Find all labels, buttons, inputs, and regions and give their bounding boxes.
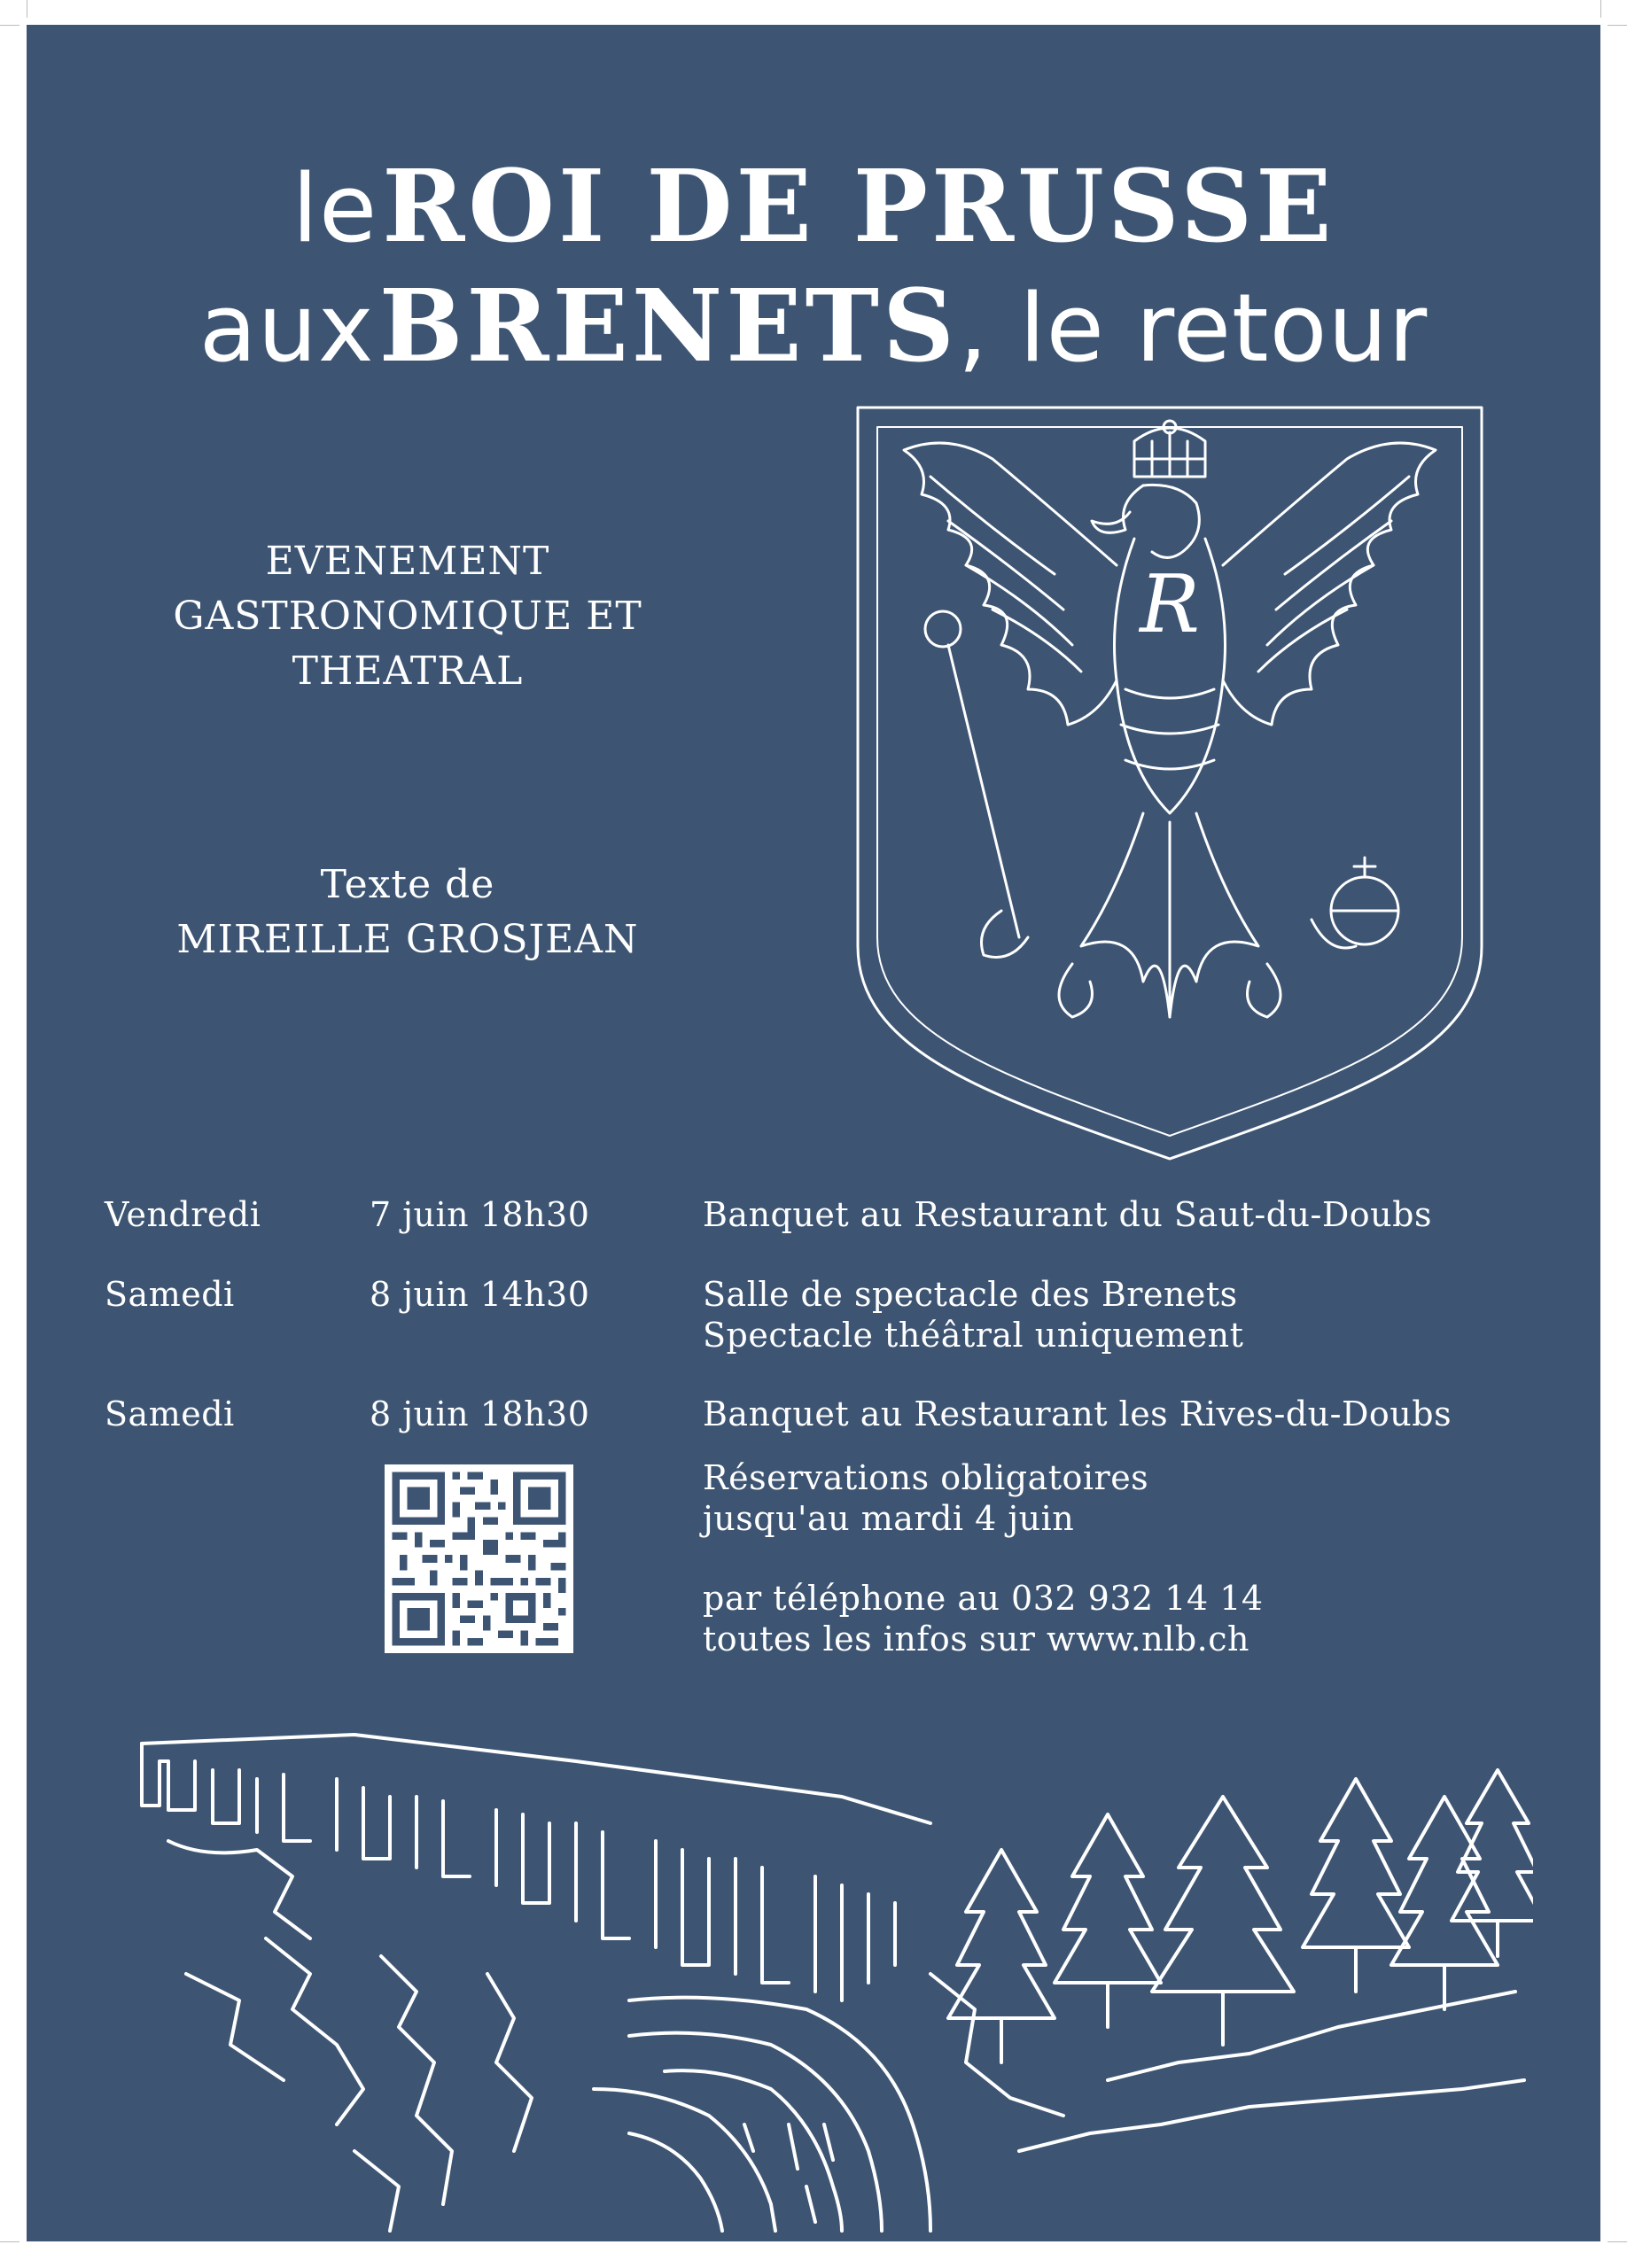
schedule-date: 8 juin 18h30 [370,1394,590,1433]
reservation-phone[interactable]: par téléphone au 032 932 14 14 [703,1579,1264,1618]
schedule-day: Vendredi [105,1195,261,1234]
schedule-desc: Salle de spectacle des Brenets [703,1275,1238,1314]
schedule-date: 7 juin 18h30 [370,1195,590,1234]
title-brenets: BRENETS [378,268,958,384]
title-prefix-aux: aux [199,274,375,383]
reservation-line: Réservations obligatoires [703,1458,1149,1497]
qr-code[interactable] [385,1464,573,1653]
crop-mark-bottom-right [1608,2241,1627,2242]
qr-code-icon [385,1464,573,1653]
crest-monogram: R [1140,558,1200,651]
title-line-2 [27,268,1600,384]
schedule-desc: Banquet au Restaurant du Saut-du-Doubs [703,1195,1432,1234]
event-subtitle [133,534,682,699]
poster [27,25,1600,2241]
title-prefix-le: le [292,154,378,263]
subtitle-line: EVENEMENT [265,539,550,584]
crop-mark-top-left [0,25,19,26]
crop-mark-top-right-v [1600,0,1601,18]
waterfall-landscape-icon [133,1708,1533,2240]
schedule-desc: Spectacle théâtral uniquement [703,1316,1244,1355]
subtitle-line: THEATRAL [292,649,524,694]
schedule-day: Samedi [105,1394,235,1433]
reservation-deadline: jusqu'au mardi 4 juin [703,1499,1075,1538]
crop-mark-top-right [1608,25,1627,26]
subtitle-line: GASTRONOMIQUE ET [173,594,642,639]
reservation-website[interactable]: toutes les infos sur www.nlb.ch [703,1619,1249,1658]
crop-mark-bottom-left [0,2241,19,2242]
prussian-eagle-crest-icon [851,397,1489,1177]
schedule-date: 8 juin 14h30 [370,1275,590,1314]
title-suffix-le-retour: , le retour [957,274,1428,383]
schedule-day: Samedi [105,1275,235,1314]
schedule-desc: Banquet au Restaurant les Rives-du-Doubs [703,1394,1452,1433]
author-credit [133,858,682,967]
title-roi-de-prusse: ROI DE PRUSSE [382,149,1335,265]
author-intro: Texte de [320,862,495,907]
author-name: MIREILLE GROSJEAN [176,917,639,962]
title-line-1 [27,149,1600,265]
